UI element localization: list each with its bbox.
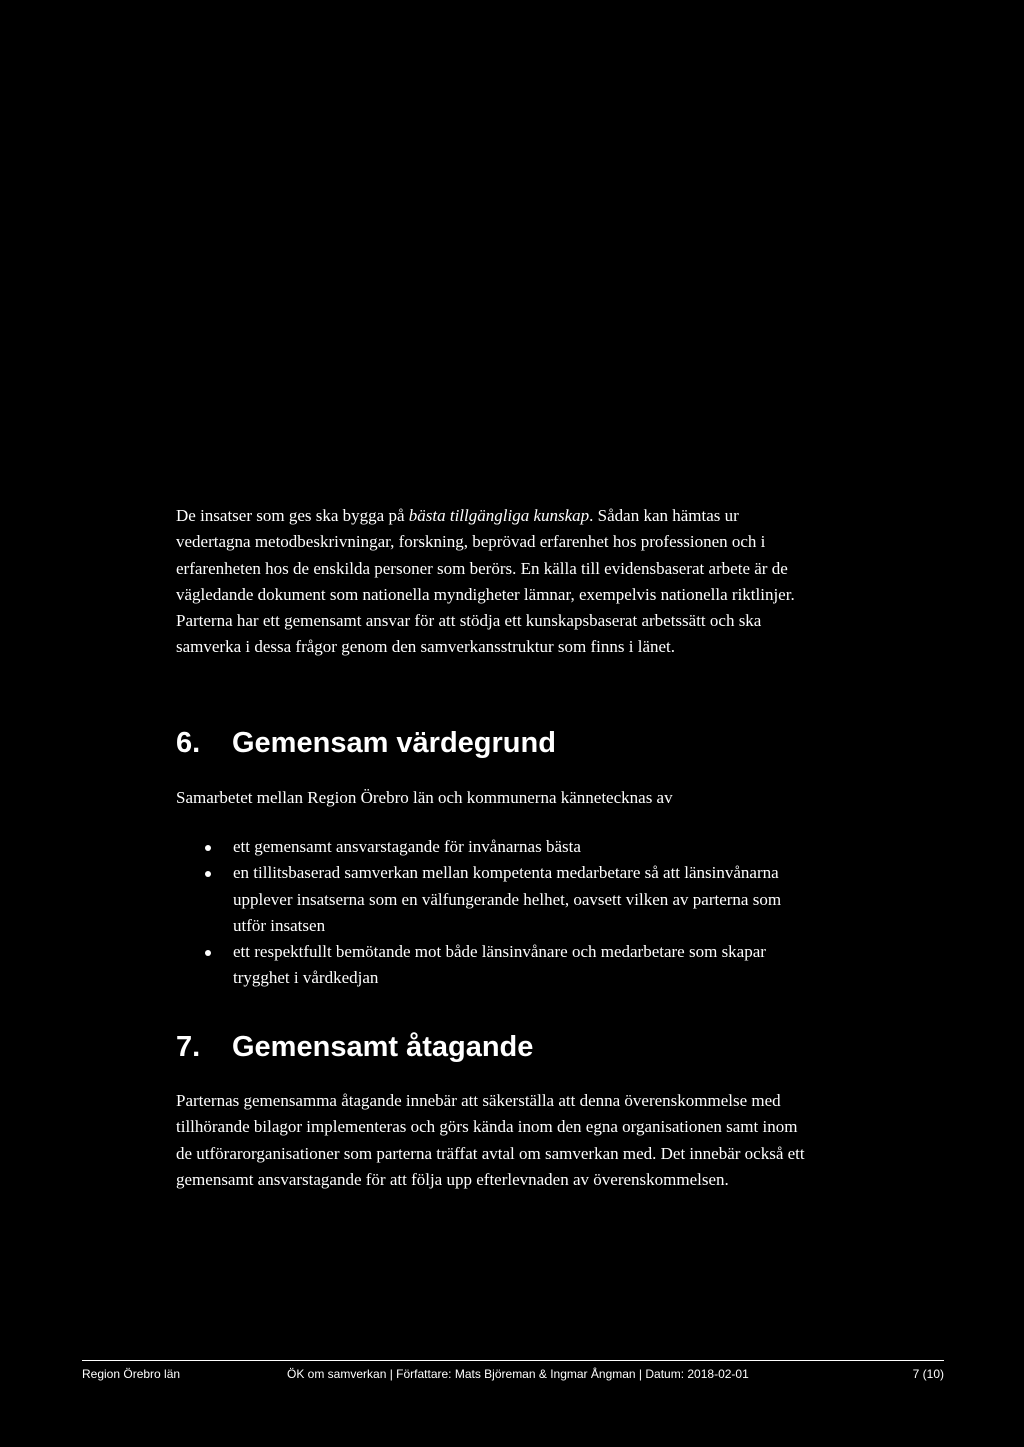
list-item-text: ett gemensamt ansvarstagande för invånarnas bästa bbox=[233, 837, 581, 856]
footer-divider bbox=[82, 1360, 944, 1361]
intro-text-start: De insatser som ges ska bygga på bbox=[176, 506, 409, 525]
values-list bbox=[176, 834, 796, 992]
section-7-paragraph: Parternas gemensamma åtagande innebär att säkerställa att denna överenskommelse med tillhörande bilagor implementeras och görs kända inom den egna organisationen samt inom de utförarorganisationer som parterna träffat avtal om samverkan med. Det innebär också ett gemensamt ansvarstagande för att följa upp efterlevnaden av överenskommelsen. bbox=[176, 1091, 805, 1189]
section-6-number: 6. bbox=[176, 727, 201, 759]
bullet-icon bbox=[205, 950, 211, 956]
intro-emphasis: bästa tillgängliga kunskap bbox=[408, 506, 590, 525]
list-item bbox=[176, 939, 796, 992]
bullet-icon bbox=[205, 871, 211, 877]
section-6-heading bbox=[176, 726, 556, 760]
intro-text-rest: . Sådan kan hämtas ur vedertagna metodbeskrivningar, forskning, beprövad erfarenhet hos professionen och i erfarenheten hos de enskilda personer som berörs. En källa till evidensbaserat arbete är de vägledande dokument som nationella myndigheter lämnar, exempelvis nationella riktlinjer. Parterna har ett gemensamt ansvar för att stödja ett kunskapsbaserat arbetssätt och ska samverka i dessa frågor genom den samverkansstruktur som finns i länet. bbox=[176, 506, 795, 657]
list-item-text: en tillitsbaserad samverkan mellan kompetenta medarbetare så att länsinvånarna upplever insatserna som en välfungerande helhet, oavsett vilken av parterna som utför insatsen bbox=[233, 863, 782, 935]
footer-organization: Region Örebro län bbox=[82, 1367, 181, 1381]
intro-paragraph bbox=[176, 503, 796, 661]
bullet-icon bbox=[205, 845, 211, 851]
list-item-text: ett respektfullt bemötande mot både länsinvånare och medarbetare som skapar trygghet i vårdkedjan bbox=[233, 942, 766, 988]
footer-page-number: 7 (10) bbox=[912, 1367, 944, 1381]
list-item bbox=[176, 860, 796, 939]
list-item bbox=[176, 834, 796, 860]
section-7-title: Gemensamt åtagande bbox=[232, 1031, 534, 1063]
section-7-number: 7. bbox=[176, 1031, 201, 1063]
section-6-intro: Samarbetet mellan Region Örebro län och kommunerna kännetecknas av bbox=[176, 788, 673, 807]
footer-document-info: ÖK om samverkan | Författare: Mats Björeman & Ingmar Ångman | Datum: 2018-02-01 bbox=[287, 1367, 749, 1381]
section-6-title: Gemensam värdegrund bbox=[232, 727, 556, 759]
section-7-heading bbox=[176, 1030, 533, 1064]
